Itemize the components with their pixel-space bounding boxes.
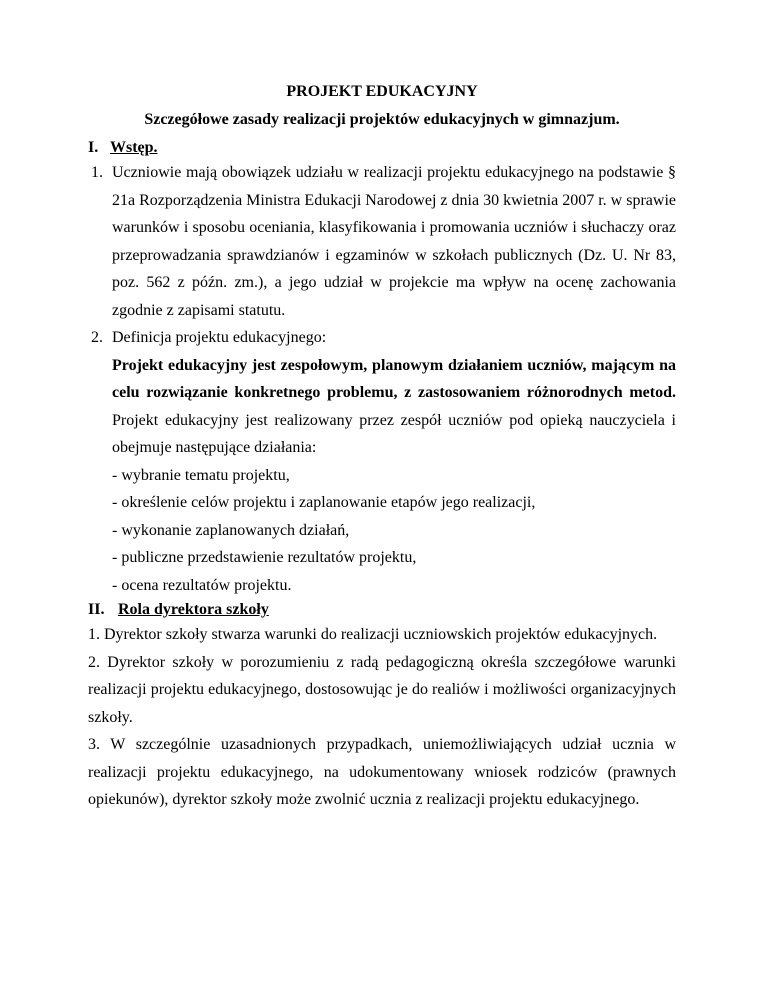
document-subtitle: Szczegółowe zasady realizacji projektów edukacyjnych w gimnazjum.	[144, 111, 620, 128]
section-1-heading	[88, 137, 676, 159]
section-2-paragraph-2: 2. Dyrektor szkoły w porozumieniu z radą pedagogiczną określa szczegółowe warunki realizacji projektu edukacyjnego, dostosowując je do realiów i możliwości organizacyjnych szkoły.	[88, 653, 676, 726]
section-2-paragraph-3: 3. W szczególnie uzasadnionych przypadkach, uniemożliwiających udział ucznia w realizacji projektu edukacyjnego, na udokumentowany wniosek rodziców (prawnych opiekunów), dyrektor szkoły może zwolnić ucznia z realizacji projektu edukacyjnego.	[88, 736, 676, 808]
definition-bold: Projekt edukacyjny jest zespołowym, planowym działaniem uczniów, mającym na celu rozwiązanie konkretnego problemu, z zastosowaniem różnorodnych metod.	[112, 356, 676, 401]
document-title: PROJEKT EDUKACYJNY	[286, 83, 478, 100]
definition-paragraph	[88, 352, 676, 462]
section-1-item-2	[88, 324, 676, 352]
document-page	[88, 81, 676, 814]
section-2-heading	[88, 599, 676, 621]
list-item: - wykonanie zaplanowanych działań,	[112, 521, 350, 539]
item-2-text: Definicja projektu edukacyjnego:	[112, 329, 327, 346]
section-2-number: II.	[88, 601, 105, 618]
item-1-text: Uczniowie mają obowiązek udziału w realizacji projektu edukacyjnego na podstawie § 21a Rozporządzenia Ministra Edukacji Narodowej z dnia 30 kwietnia 2007 r. w sprawie warunków i sposobu oceniania, klasyfikowania i promowania uczniów i słuchaczy oraz przeprowadzania sprawdzianów i egzaminów w szkołach publicznych (Dz. U. Nr 83, poz. 562 z późn. zm.), a jego udział w projekcie ma wpływ na ocenę zachowania zgodnie z zapisami statutu.	[112, 164, 676, 319]
list-item: - określenie celów projektu i zaplanowanie etapów jego realizacji,	[112, 494, 536, 511]
definition-rest: Projekt edukacyjny jest realizowany przez zespół uczniów pod opieką nauczyciela i obejmuje następujące działania:	[112, 411, 676, 456]
list-item: - ocena rezultatów projektu.	[112, 576, 292, 594]
item-2-marker: 2.	[91, 329, 103, 346]
list-item: - wybranie tematu projektu,	[112, 466, 290, 484]
actions-list	[88, 462, 676, 600]
list-item: - publiczne przedstawienie rezultatów projektu,	[112, 549, 417, 566]
section-1-item-1	[88, 159, 676, 324]
section-2-title: Rola dyrektora szkoły	[118, 601, 269, 618]
item-1-marker: 1.	[91, 164, 103, 181]
section-1-title: Wstęp.	[110, 139, 158, 156]
section-1-number: I.	[88, 139, 99, 156]
section-2-paragraph-1: 1. Dyrektor szkoły stwarza warunki do realizacji uczniowskich projektów edukacyjnych.	[88, 626, 658, 643]
